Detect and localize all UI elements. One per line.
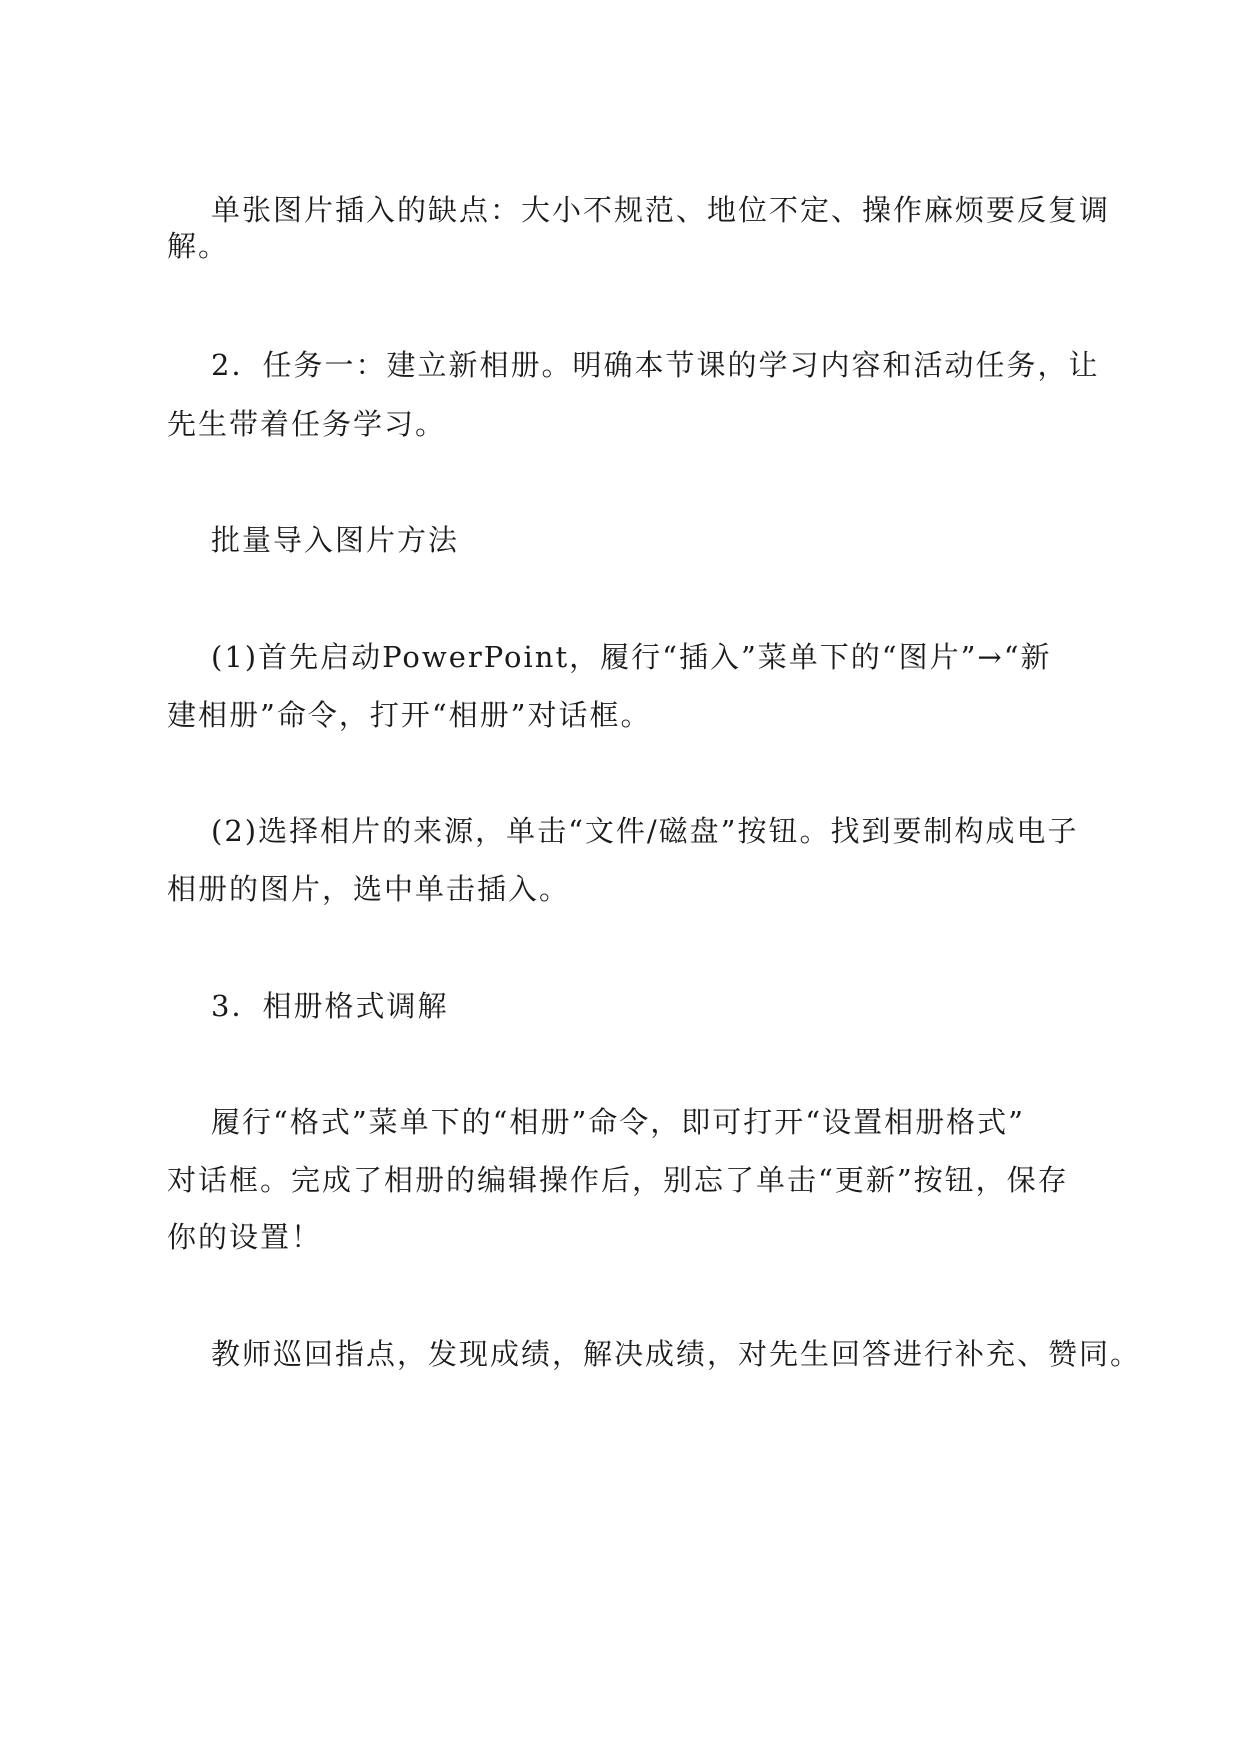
paragraph-7-line-2: 对话框。完成了相册的编辑操作后，别忘了单击“更新”按钮，保存 [167,1163,1069,1197]
paragraph-2-line-1: 2．任务一：建立新相册。明确本节课的学习内容和活动任务，让 [211,348,1100,382]
paragraph-5-line-2: 相册的图片，选中单击插入。 [167,872,571,906]
paragraph-1-line-2: 解。 [167,229,230,263]
paragraph-7-line-1: 履行“格式”菜单下的“相册”命令，即可打开“设置相册格式” [211,1105,1025,1139]
paragraph-4-line-1: (1)首先启动PowerPoint，履行“插入”菜单下的“图片”→“新 [211,640,1052,674]
paragraph-5-line-1: (2)选择相片的来源，单击“文件/磁盘”按钮。找到要制构成电子 [211,814,1079,848]
paragraph-7-line-3: 你的设置！ [167,1220,323,1254]
paragraph-3-heading: 批量导入图片方法 [211,523,460,557]
paragraph-1-line-1: 单张图片插入的缺点：大小不规范、地位不定、操作麻烦要反复调 [211,193,1111,227]
paragraph-4-line-2: 建相册”命令，打开“相册”对话框。 [167,698,652,732]
paragraph-2-line-2: 先生带着任务学习。 [167,407,447,441]
paragraph-8-line-1: 教师巡回指点，发现成绩，解决成绩，对先生回答进行补充、赞同。 [211,1337,1142,1371]
paragraph-6-heading: 3．相册格式调解 [211,989,449,1023]
